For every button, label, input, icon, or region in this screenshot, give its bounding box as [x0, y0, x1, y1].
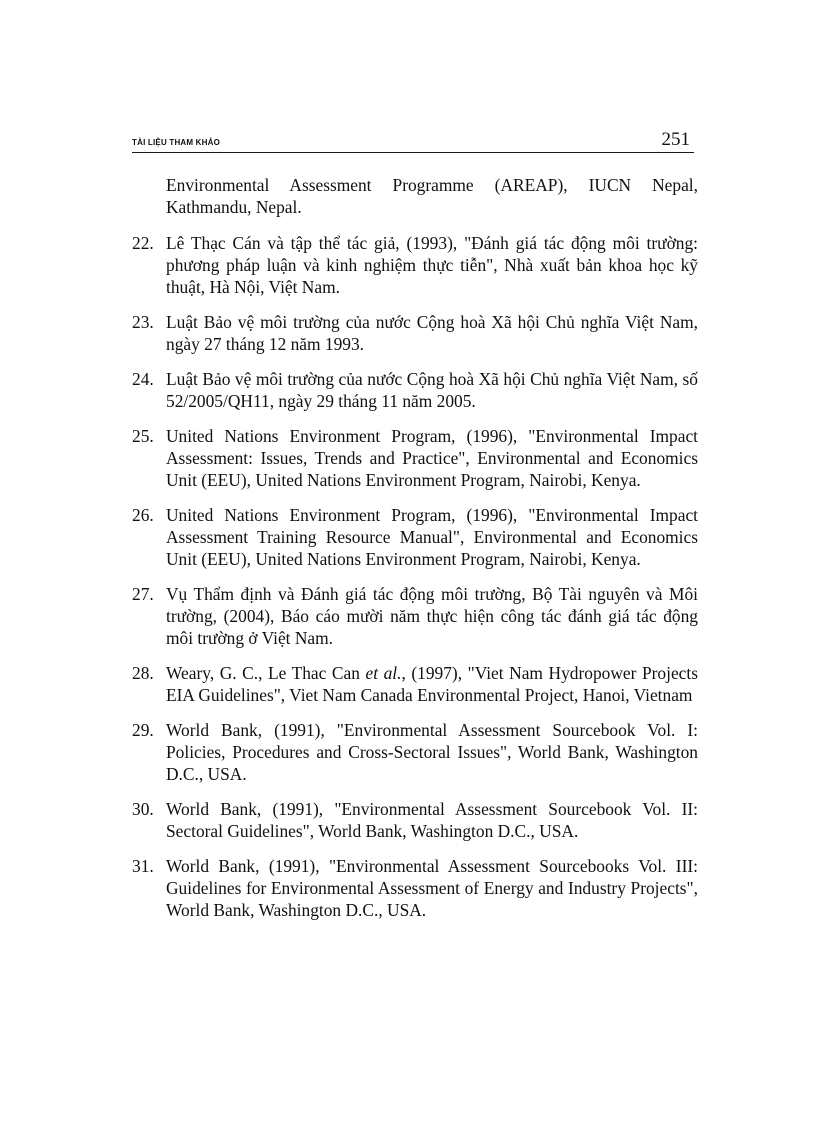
reference-text: Environmental Assessment Programme (AREAP), IUCN Nepal, Kathmandu, Nepal. — [166, 175, 698, 217]
reference-text: Vụ Thẩm định và Đánh giá tác động môi trường, Bộ Tài nguyên và Môi trường, (2004), Báo cáo mười năm thực hiện công tác đánh giá tác động môi trường ở Việt Nam. — [166, 584, 698, 648]
reference-number: 24. — [132, 369, 154, 389]
reference-text: United Nations Environment Program, (1996), "Environmental Impact Assessment: Issues, Trends and Practice", Environmental and Economics Unit (EEU), United Nations Environment Program, Nairobi, Kenya. — [166, 426, 698, 490]
reference-number: 28. — [132, 663, 154, 683]
reference-text: Lê Thạc Cán và tập thể tác giả, (1993), "Đánh giá tác động môi trường: phương pháp luận và kinh nghiệm thực tiễn", Nhà xuất bản khoa học kỹ thuật, Hà Nội, Việt Nam. — [166, 233, 698, 297]
reference-item-29 — [132, 719, 698, 785]
reference-number: 30. — [132, 799, 154, 819]
reference-text: World Bank, (1991), "Environmental Assessment Sourcebooks Vol. III: Guidelines for Environmental Assessment of Energy and Industry Projects", World Bank, Washington D.C., USA. — [166, 856, 698, 920]
reference-number: 23. — [132, 312, 154, 332]
reference-item-25 — [132, 425, 698, 491]
reference-item-26 — [132, 504, 698, 570]
reference-text: Luật Bảo vệ môi trường của nước Cộng hoà Xã hội Chủ nghĩa Việt Nam, ngày 27 tháng 12 năm 1993. — [166, 312, 698, 354]
reference-number: 26. — [132, 505, 154, 525]
reference-number: 31. — [132, 856, 154, 876]
reference-item-22 — [132, 232, 698, 298]
reference-item-24 — [132, 368, 698, 412]
reference-text: Luật Bảo vệ môi trường của nước Cộng hoà Xã hội Chủ nghĩa Việt Nam, số 52/2005/QH11, ngày 29 tháng 11 năm 2005. — [166, 369, 698, 411]
reference-number: 22. — [132, 233, 154, 253]
reference-number: 25. — [132, 426, 154, 446]
reference-text-authors: Weary, G. C., Le Thac Can — [166, 663, 366, 683]
reference-text-et-al: et al. — [365, 663, 402, 683]
reference-text: World Bank, (1991), "Environmental Assessment Sourcebook Vol. I: Policies, Procedures and Cross-Sectoral Issues", World Bank, Washington D.C., USA. — [166, 720, 698, 784]
reference-number: 29. — [132, 720, 154, 740]
reference-number: 27. — [132, 584, 154, 604]
reference-text: United Nations Environment Program, (1996), "Environmental Impact Assessment Training Resource Manual", Environmental and Economics Unit (EEU), United Nations Environment Program, Nairobi, Kenya. — [166, 505, 698, 569]
reference-item-continued — [132, 174, 698, 218]
reference-item-28 — [132, 662, 698, 706]
reference-text — [166, 662, 698, 706]
page-number: 251 — [661, 129, 690, 150]
header-title: TÀI LIỆU THAM KHẢO — [132, 138, 221, 147]
reference-item-27 — [132, 583, 698, 649]
reference-list — [132, 174, 698, 934]
reference-item-30 — [132, 798, 698, 842]
reference-item-23 — [132, 311, 698, 355]
reference-text-rest: , (1997), "Viet Nam Hydropower Projects EIA Guidelines", Viet Nam Canada Environmental Project, Hanoi, Vietnam — [166, 663, 698, 705]
reference-item-31 — [132, 855, 698, 921]
reference-text: World Bank, (1991), "Environmental Assessment Sourcebook Vol. II: Sectoral Guidelines", World Bank, Washington D.C., USA. — [166, 799, 698, 841]
running-header — [132, 128, 694, 153]
